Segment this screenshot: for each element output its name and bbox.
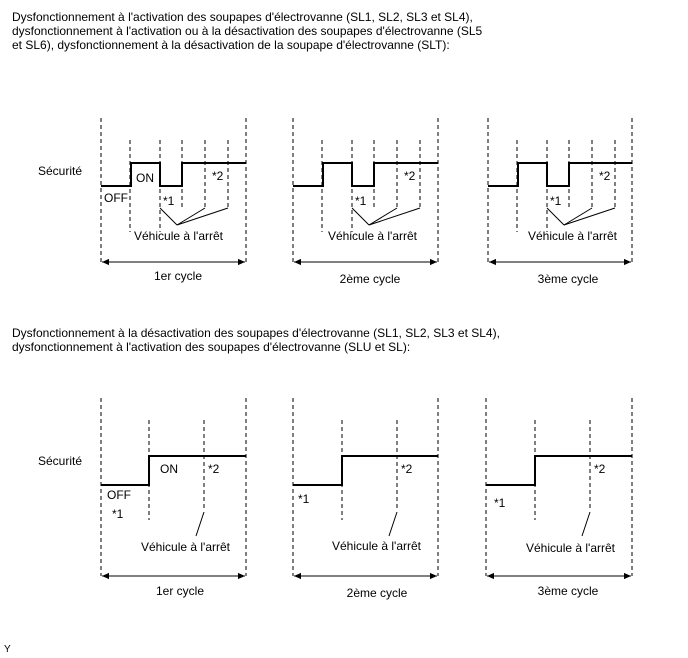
- section1-stop-label-cycle1: Véhicule à l'arrêt: [134, 229, 224, 243]
- section1-marker2-cycle2: *2: [404, 169, 416, 183]
- section1-marker1-cycle3: *1: [550, 194, 562, 208]
- section2-heading-line: Dysfonctionnement à la désactivation des soupapes d'électrovanne (SL1, SL2, SL3 et SL4),: [12, 326, 500, 340]
- section2-cycle-label-2: 2ème cycle: [346, 586, 408, 600]
- section1-marker1-cycle2: *1: [355, 194, 367, 208]
- section1-cycle-label-2: 2ème cycle: [339, 272, 401, 286]
- section2-stop-label-cycle3: Véhicule à l'arrêt: [526, 541, 616, 555]
- section1-cycle-label-1: 1er cycle: [153, 269, 203, 283]
- section2-off-label: OFF: [107, 488, 131, 502]
- section1-waveform-cycle2: [293, 163, 438, 186]
- section1-off-label: OFF: [104, 191, 128, 205]
- section2-stop-leaders: [196, 512, 590, 536]
- section2-on-label: ON: [160, 462, 178, 476]
- section1-heading-line: et SL6), dysfonctionnement à la désactivation de la soupape d'électrovanne (SLT):: [12, 38, 450, 52]
- section2-marker2-cycle3: *2: [594, 462, 606, 476]
- section2-marker2-cycle1: *2: [208, 462, 220, 476]
- section2-waveform-cycle2: [293, 456, 438, 485]
- section2-heading-line: dysfonctionnement à l'activation des soupapes d'électrovanne (SLU et SL):: [12, 340, 411, 354]
- section2-waveform-cycle3: [486, 456, 632, 485]
- section1-marker2-cycle3: *2: [599, 169, 611, 183]
- section2-cycle-label-1: 1er cycle: [155, 584, 205, 598]
- section1-waveform-cycle3: [488, 163, 632, 186]
- section1-waveforms: [101, 163, 632, 186]
- section1-stop-label-cycle3: Véhicule à l'arrêt: [528, 229, 618, 243]
- section1-on-label: ON: [136, 171, 154, 185]
- section1-heading-line: Dysfonctionnement à l'activation des soupapes d'électrovanne (SL1, SL2, SL3 et SL4),: [12, 10, 473, 24]
- section2-cycle-label-3: 3ème cycle: [537, 584, 599, 598]
- section1-y-label: Sécurité: [38, 164, 83, 178]
- section1-stop-label-cycle2: Véhicule à l'arrêt: [328, 229, 418, 243]
- section2-marker2-cycle2: *2: [401, 462, 413, 476]
- section1-marker1-cycle1: *1: [163, 194, 175, 208]
- section2-waveforms: [101, 456, 632, 485]
- section2-marker1-cycle2: *1: [298, 492, 310, 506]
- section1-marker2-cycle1: *2: [212, 169, 224, 183]
- section2-stop-label-cycle2: Véhicule à l'arrêt: [332, 539, 422, 553]
- section2-stop-label-cycle1: Véhicule à l'arrêt: [141, 540, 231, 554]
- section1-cycle-label-3: 3ème cycle: [537, 272, 599, 286]
- section2-y-label: Sécurité: [38, 454, 83, 468]
- section1-waveform-cycle1: [101, 163, 246, 186]
- section2-marker1-cycle1: *1: [112, 507, 124, 521]
- figure-id: Y: [4, 644, 11, 655]
- section2-marker1-cycle3: *1: [494, 496, 506, 510]
- section1-heading-line: dysfonctionnement à l'activation ou à la désactivation des soupapes d'électrovanne (SL5: [12, 24, 483, 38]
